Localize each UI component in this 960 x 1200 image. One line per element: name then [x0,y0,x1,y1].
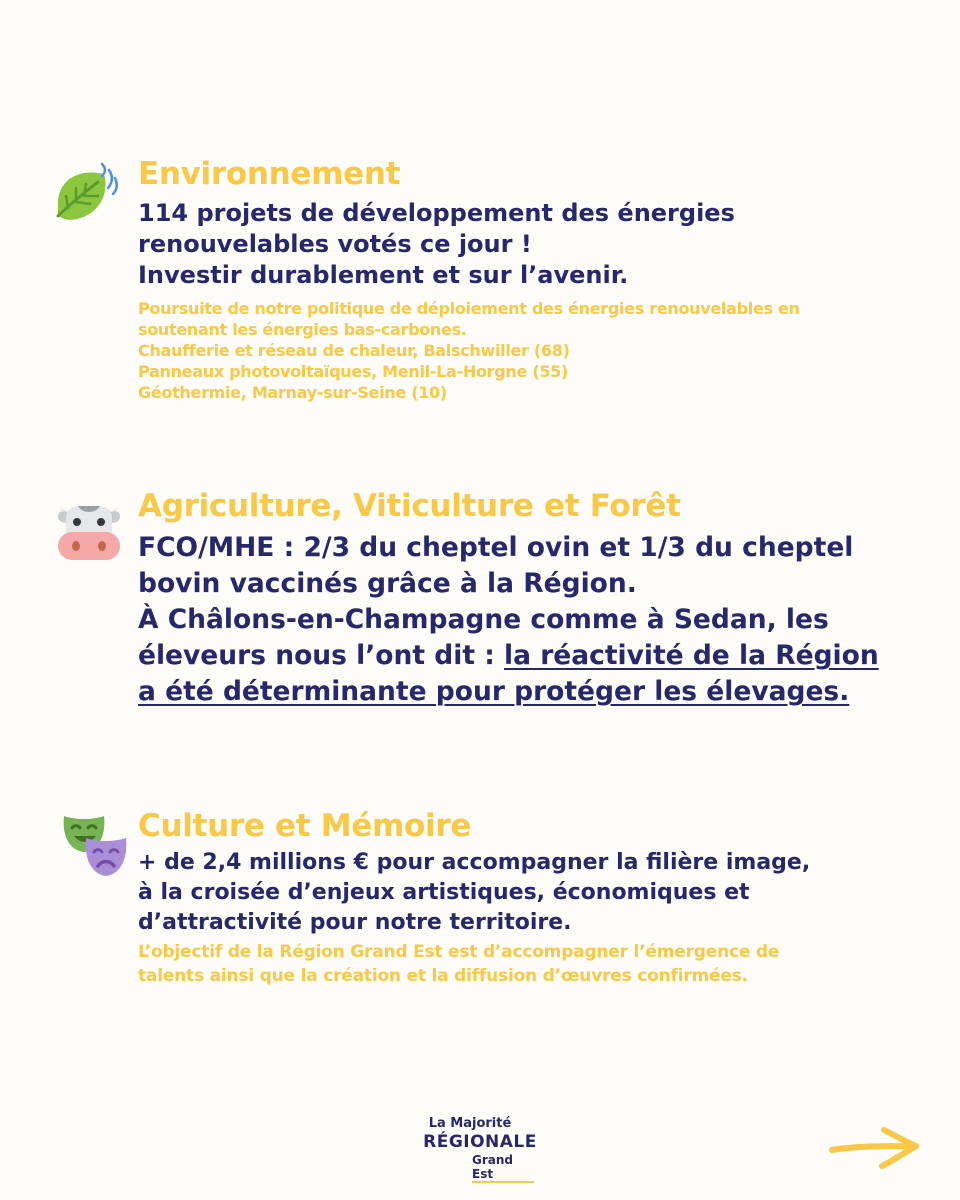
sub-line: Chaufferie et réseau de chaleur, Balschwiller (68) [138,341,570,360]
main-line: à la croisée d’enjeux artistiques, économiques et [138,880,750,905]
arrow-right-icon[interactable] [826,1124,922,1172]
section-main-text [138,848,810,938]
main-line: renouvelables votés ce jour ! [138,230,532,258]
cow-face-icon [56,494,122,564]
logo-top-text: La Majorité [428,1116,512,1131]
main-line-prefix: éleveurs nous l’ont dit : [138,640,505,671]
theater-masks-icon [62,812,130,882]
main-line: + de 2,4 millions € pour accompagner la filière image, [138,850,811,875]
sub-line: Poursuite de notre politique de déploiement des énergies renouvelables en [138,299,800,318]
main-line: 114 projets de développement des énergies [138,199,735,227]
sub-line: L’objectif de la Région Grand Est est d’accompagner l’émergence de [138,942,780,962]
main-line: bovin vaccinés grâce à la Région. [138,568,637,599]
sub-line: Géothermie, Marnay-sur-Seine (10) [138,383,447,402]
section-sub-text [138,940,779,988]
section-title-culture: Culture et Mémoire [138,808,472,844]
section-title-agriculture: Agriculture, Viticulture et Forêt [138,488,681,524]
sub-line: Panneaux photovoltaïques, Menil-La-Horgne (55) [138,362,569,381]
section-title-environnement: Environnement [138,156,401,192]
main-line: À Châlons-en-Champagne comme à Sedan, les [138,604,829,635]
main-line: d’attractivité pour notre territoire. [138,910,572,935]
logo-bottom-text: Grand Est [472,1153,534,1183]
underlined-emphasis: la réactivité de la Région [504,640,879,671]
section-sub-text [138,298,800,403]
leaf-wind-icon [54,160,122,230]
main-line: FCO/MHE : 2/3 du cheptel ovin et 1/3 du cheptel [138,532,854,563]
sub-line: soutenant les énergies bas-carbones. [138,320,467,339]
section-main-text [138,198,735,291]
sub-line: talents ainsi que la création et la diffusion d’œuvres confirmées. [138,966,748,986]
underlined-emphasis: a été déterminante pour protéger les élevages. [138,676,850,707]
main-line: Investir durablement et sur l’avenir. [138,261,629,289]
main-line [138,638,879,674]
brand-logo [400,1116,560,1183]
logo-middle-text: RÉGIONALE [423,1132,537,1152]
section-main-text [138,530,879,710]
